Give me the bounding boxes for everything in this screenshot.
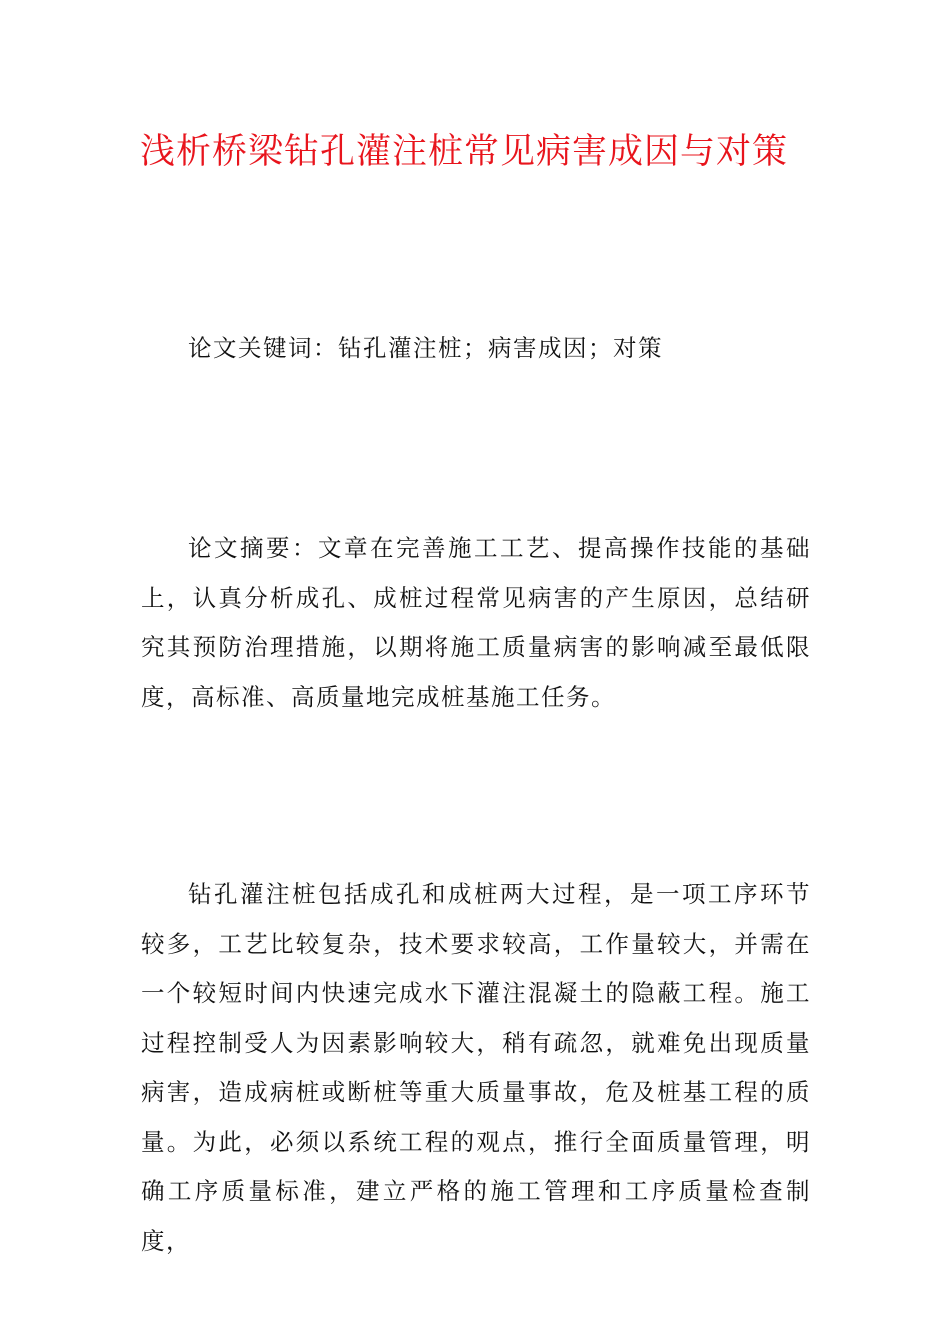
body-paragraph: 钻孔灌注桩包括成孔和成桩两大过程，是一项工序环节较多，工艺比较复杂，技术要求较高，工作量较大，并需在一个较短时间内快速完成水下灌注混凝土的隐蔽工程。施工过程控制受人为因素影响较大，稍有疏忽，就难免出现质量病害，造成病桩或断桩等重大质量事故，危及桩基工程的质量。为此，必须以系统工程的观点，推行全面质量管理，明确工序质量标准，建立严格的施工管理和工序质量检查制度， — [141, 880, 811, 1255]
abstract-paragraph: 论文摘要：文章在完善施工工艺、提高操作技能的基础上，认真分析成孔、成桩过程常见病害的产生原因，总结研究其预防治理措施，以期将施工质量病害的影响减至最低限度，高标准、高质量地完成桩基施工任务。 — [141, 534, 811, 711]
document-title: 浅析桥梁钻孔灌注桩常见病害成因与对策 — [140, 132, 789, 172]
keywords-paragraph: 论文关键词：钻孔灌注桩；病害成因；对策 — [188, 334, 663, 362]
